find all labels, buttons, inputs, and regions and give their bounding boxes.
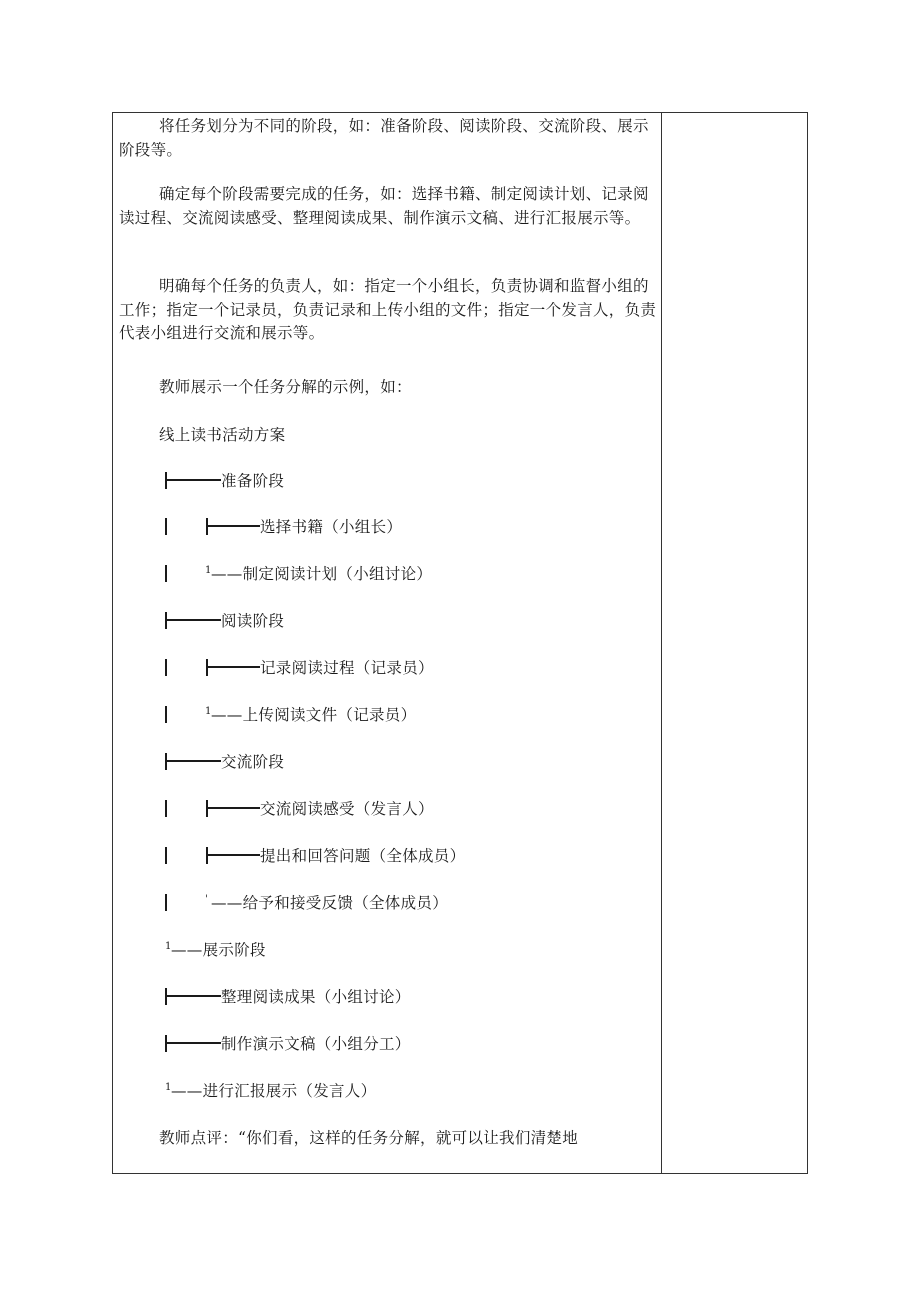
tree-stage-reading: 阅读阶段 xyxy=(221,612,285,630)
tree-connector xyxy=(167,1042,221,1044)
tree-branch-line xyxy=(165,565,167,582)
tree-task-reading-plan: ——制定阅读计划（小组讨论） xyxy=(211,565,433,583)
tree-task-upload-files: ——上传阅读文件（记录员） xyxy=(211,706,417,724)
tree-tick: 1 xyxy=(205,565,212,576)
tree-task-record-reading: 记录阅读过程（记录员） xyxy=(260,659,434,677)
tree-connector xyxy=(167,760,221,762)
tree-task-make-slides: 制作演示文稿（小组分工） xyxy=(221,1035,411,1053)
tree-task-feedback: ——给予和接受反馈（全体成员） xyxy=(211,894,449,912)
paragraph-tasks: 确定每个阶段需要完成的任务，如：选择书籍、制定阅读计划、记录阅读过程、交流阅读感受、整理阅读成果、制作演示文稿、进行汇报展示等。 xyxy=(119,185,649,227)
tree-tick: 1 xyxy=(165,941,172,952)
tree-connector xyxy=(167,479,221,481)
tree-task-organize-results: 整理阅读成果（小组讨论） xyxy=(221,988,411,1006)
tree-connector xyxy=(208,807,260,809)
tree-branch-line xyxy=(165,659,167,676)
tree-task-report: ——进行汇报展示（发言人） xyxy=(171,1082,377,1100)
tree-task-questions: 提出和回答问题（全体成员） xyxy=(260,847,466,865)
tree-connector xyxy=(208,854,260,856)
tree-tick: ' xyxy=(205,894,208,905)
tree-connector xyxy=(208,525,260,527)
notes-cell xyxy=(662,113,807,1173)
paragraph-example-intro: 教师展示一个任务分解的示例，如： xyxy=(159,378,412,396)
tree-task-share-feelings: 交流阅读感受（发言人） xyxy=(260,800,434,818)
tree-stage-prepare: 准备阶段 xyxy=(221,472,285,490)
tree-branch-line xyxy=(165,800,167,817)
tree-title: 线上读书活动方案 xyxy=(159,426,286,444)
paragraph-stages: 将任务划分为不同的阶段，如：准备阶段、阅读阶段、交流阶段、展示阶段等。 xyxy=(119,117,649,159)
teacher-comment: 教师点评：“你们看，这样的任务分解，就可以让我们清楚地 xyxy=(159,1129,579,1147)
tree-connector xyxy=(167,619,221,621)
tree-connector xyxy=(208,666,260,668)
tree-task-choose-book: 选择书籍（小组长） xyxy=(260,518,403,536)
content-cell xyxy=(113,113,661,1173)
tree-branch-line xyxy=(165,847,167,864)
tree-stage-present: ——展示阶段 xyxy=(171,941,266,959)
tree-branch-line xyxy=(165,518,167,535)
paragraph-roles: 明确每个任务的负责人，如：指定一个小组长，负责协调和监督小组的工作；指定一个记录员，负责记录和上传小组的文件；指定一个发言人，负责代表小组进行交流和展示等。 xyxy=(119,277,657,342)
tree-stage-exchange: 交流阶段 xyxy=(221,753,285,771)
tree-branch-line xyxy=(165,894,167,911)
tree-branch-line xyxy=(165,706,167,723)
document-table xyxy=(112,112,808,1174)
tree-tick: 1 xyxy=(205,706,212,717)
tree-connector xyxy=(167,995,221,997)
tree-tick: 1 xyxy=(165,1082,172,1093)
